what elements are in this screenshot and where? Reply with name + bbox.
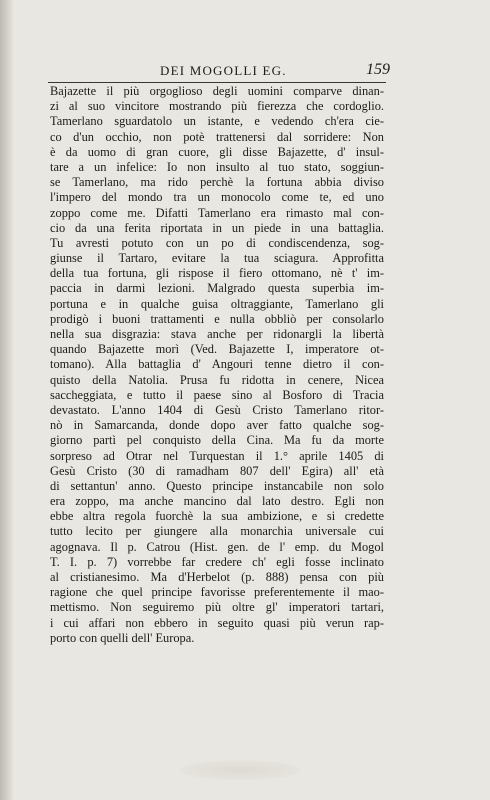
text-line: nò in Samarcanda, donde dopo aver fatto qualche sog- xyxy=(50,418,384,433)
text-line: prodigò i buoni trattamenti e nulla obbliò per consolarlo xyxy=(50,311,384,326)
running-head: DEI MOGOLLI EG. xyxy=(160,63,287,78)
text-line: Gesù Cristo (30 di ramadham 807 dell' Egira) all' età xyxy=(50,463,384,478)
text-line: tare a un infelice: Io non insulto al tuo stato, soggiun- xyxy=(50,159,384,174)
text-line: saccheggiata, e tutto il paese sino al Bosforo di Tracia xyxy=(50,387,384,402)
text-line: se Tamerlano, ma rido perchè la fortuna abbia diviso xyxy=(50,175,384,190)
text-line: giunse il Tartaro, evitare la tua sciagura. Approfitta xyxy=(50,251,384,266)
text-line: portuna e in qualche guisa oltraggiante, Tamerlano gli xyxy=(50,296,384,311)
text-line: i cui affari non ebbero in seguito quasi più verun rap- xyxy=(50,615,384,630)
text-line: era zoppo, ma anche mancino dal lato destro. Egli non xyxy=(50,494,384,509)
text-line: mettismo. Non seguiremo più oltre gl' imperatori tartari, xyxy=(50,600,384,615)
text-line: porto con quelli dell' Europa. xyxy=(50,630,195,645)
text-line: è da uomo di gran cuore, gli disse Bajazette, d' insul- xyxy=(50,144,384,159)
text-line: nella sua disgrazia: stava anche per ridonargli la libertà xyxy=(50,327,384,341)
text-line: cio da una ferita riportata in un piede in una battaglia. xyxy=(50,220,384,235)
text-line: ebbe altra regola fuorchè la sua ambizione, e si credette xyxy=(50,509,384,524)
text-line: tutto lecito per giungere alla monarchia universale cui xyxy=(50,524,384,539)
text-line: zi al suo vincitore mostrando più fierezza che cordoglio. xyxy=(50,99,384,114)
text-line: Bajazette il più orgoglioso degli uomini comparve dinan- xyxy=(50,84,384,98)
text-line: Tamerlano sguardatolo un istante, e vedendo ch'era cie- xyxy=(50,114,384,129)
text-line: sorpreso ad Otrar nel Turquestan il 1.° aprile 1405 di xyxy=(50,448,384,463)
page-number: 159 xyxy=(366,61,390,78)
text-line: quisto della Natolia. Prusa fu ridotta in cenere, Nicea xyxy=(50,372,384,387)
text-line: di settantun' anno. Questo principe instancabile non solo xyxy=(50,478,384,493)
text-line: devastato. L'anno 1404 di Gesù Cristo Tamerlano ritor- xyxy=(50,402,384,417)
text-line: zoppo come me. Difatti Tamerlano era rimasto mal con- xyxy=(50,205,384,220)
text-line: quando Bajazette morì (Ved. Bajazette I, imperatore ot- xyxy=(50,342,384,357)
text-line: Tu avresti potuto con un po di condiscendenza, sog- xyxy=(50,235,384,250)
body-text xyxy=(50,84,384,646)
text-line: T. I. p. 7) vorrebbe far credere ch' egli fosse inclinato xyxy=(50,554,384,569)
text-line: ragione che quel principe favorisse preferentemente il mao- xyxy=(50,585,384,600)
text-line: al cristianesimo. Ma d'Herbelot (p. 888) pensa con più xyxy=(50,570,384,584)
text-line: tomano). Alla battaglia d' Angouri tenne dietro il con- xyxy=(50,357,384,372)
text-line: paccia in darmi lezioni. Malgrado questa superbia im- xyxy=(50,281,384,296)
paper-stain xyxy=(180,760,300,780)
page-header xyxy=(120,61,390,83)
text-line: giorno partì pel conquisto della Cina. Ma fu da morte xyxy=(50,433,384,448)
text-line: l'impero del mondo tra un monocolo come te, ed uno xyxy=(50,190,384,205)
text-line: co d'un occhio, non potè trattenersi dal sorridere: Non xyxy=(50,129,384,144)
text-line: agognava. Il p. Catrou (Hist. gen. de l' emp. du Mogol xyxy=(50,539,384,554)
page-gutter-shadow xyxy=(0,0,14,800)
text-line: della tua fortuna, gli rispose il fiero ottomano, nè t' im- xyxy=(50,266,384,281)
header-rule xyxy=(48,82,386,83)
